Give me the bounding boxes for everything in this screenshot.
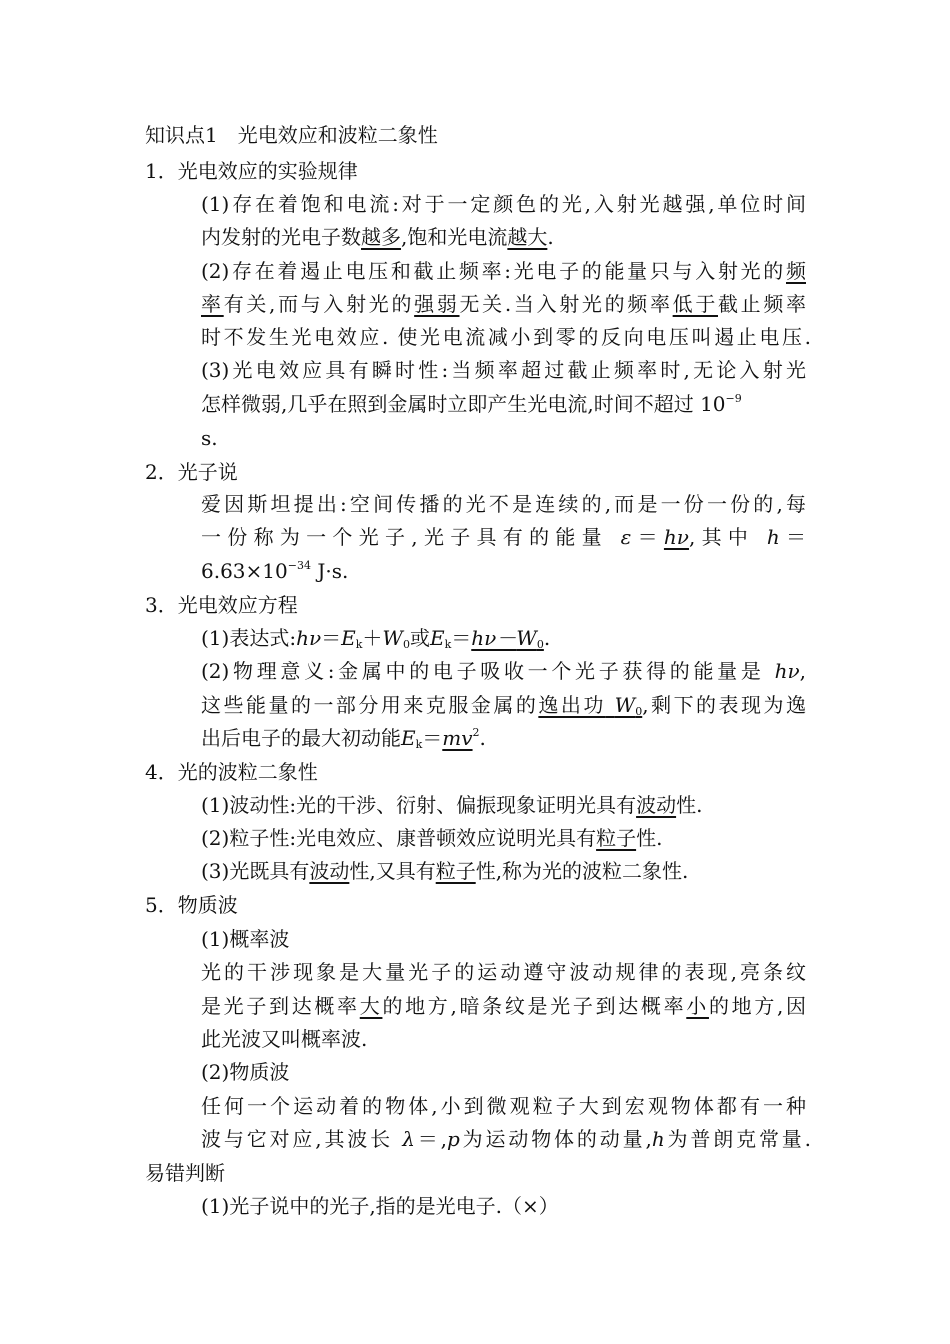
- s1-p2-line2: 率有关,而与入射光的强弱无关.当入射光的频率低于截止频率: [201, 292, 807, 316]
- heading-2: 2．光子说: [145, 460, 238, 484]
- judge-item-1: (1)光子说中的光子,指的是光电子.（×）: [201, 1194, 559, 1218]
- heading-1: 1．光电效应的实验规律: [145, 159, 358, 183]
- s3-line1: (1)表达式$:h\nu=E_k+W_0$或$E_k=h\nu-W_0$.: [201, 626, 551, 651]
- heading-3: 3．光电效应方程: [145, 593, 298, 617]
- s3-line3: 这些能量的一部分用来克服金属的逸出功 $W_0$,剩下的表现为逸: [201, 693, 807, 718]
- s1-p2-line3: 时不发生光电效应. 使光电流减小到零的反向电压叫遏止电压.: [201, 325, 811, 349]
- s2-line2: 一份称为一个光子,光子具有的能量 ε＝hν,其中 h＝: [201, 525, 807, 549]
- heading-4: 4．光的波粒二象性: [145, 760, 318, 784]
- s5-sub1: (1)概率波: [201, 927, 290, 951]
- s3-line4: 出后电子的最大初动能$E_k=mv^2$.: [201, 726, 486, 751]
- s2-line1: 爱因斯坦提出:空间传播的光不是连续的,而是一份一份的,每: [201, 492, 806, 516]
- s2-line3: $6.63\times 10^{-34}$ J·s.: [201, 559, 349, 583]
- s5-line2: 是光子到达概率大的地方,暗条纹是光子到达概率小的地方,因: [201, 994, 807, 1018]
- s4-line3: (3)光既具有波动性,又具有粒子性,称为光的波粒二象性.: [201, 859, 689, 883]
- s1-p3-line1: (3)光电效应具有瞬时性:当频率超过截止频率时,无论入射光: [201, 358, 806, 382]
- s5-sub2: (2)物质波: [201, 1060, 290, 1084]
- s5-line4: 任何一个运动着的物体,小到微观粒子大到宏观物体都有一种: [201, 1094, 806, 1118]
- s5-line1: 光的干涉现象是大量光子的运动遵守波动规律的表现,亮条纹: [201, 960, 806, 984]
- s1-p3-line2: 怎样微弱,几乎在照到金属时立即产生光电流,时间不超过 $10^{-9}$: [201, 392, 742, 416]
- s4-line2: (2)粒子性:光电效应、康普顿效应说明光具有粒子性.: [201, 826, 663, 850]
- s3-line2: (2)物理意义:金属中的电子吸收一个光子获得的能量是 hν,: [201, 659, 806, 683]
- judge-heading: 易错判断: [145, 1161, 225, 1185]
- s4-line1: (1)波动性:光的干涉、衍射、偏振现象证明光具有波动性.: [201, 793, 703, 817]
- s1-p3-line3: s.: [201, 426, 218, 450]
- heading-5: 5．物质波: [145, 893, 238, 917]
- s5-line5: 波与它对应,其波长 λ＝,p为运动物体的动量,h为普朗克常量.: [201, 1127, 812, 1151]
- s1-p2-line1: (2)存在着遏止电压和截止频率:光电子的能量只与入射光的频: [201, 259, 806, 283]
- s1-p1-line1: (1)存在着饱和电流:对于一定颜色的光,入射光越强,单位时间: [201, 192, 806, 216]
- s5-line3: 此光波又叫概率波.: [201, 1027, 368, 1051]
- s1-p1-line2: 内发射的光电子数越多,饱和光电流越大.: [201, 225, 554, 249]
- section-title: 知识点1 光电效应和波粒二象性: [145, 123, 438, 147]
